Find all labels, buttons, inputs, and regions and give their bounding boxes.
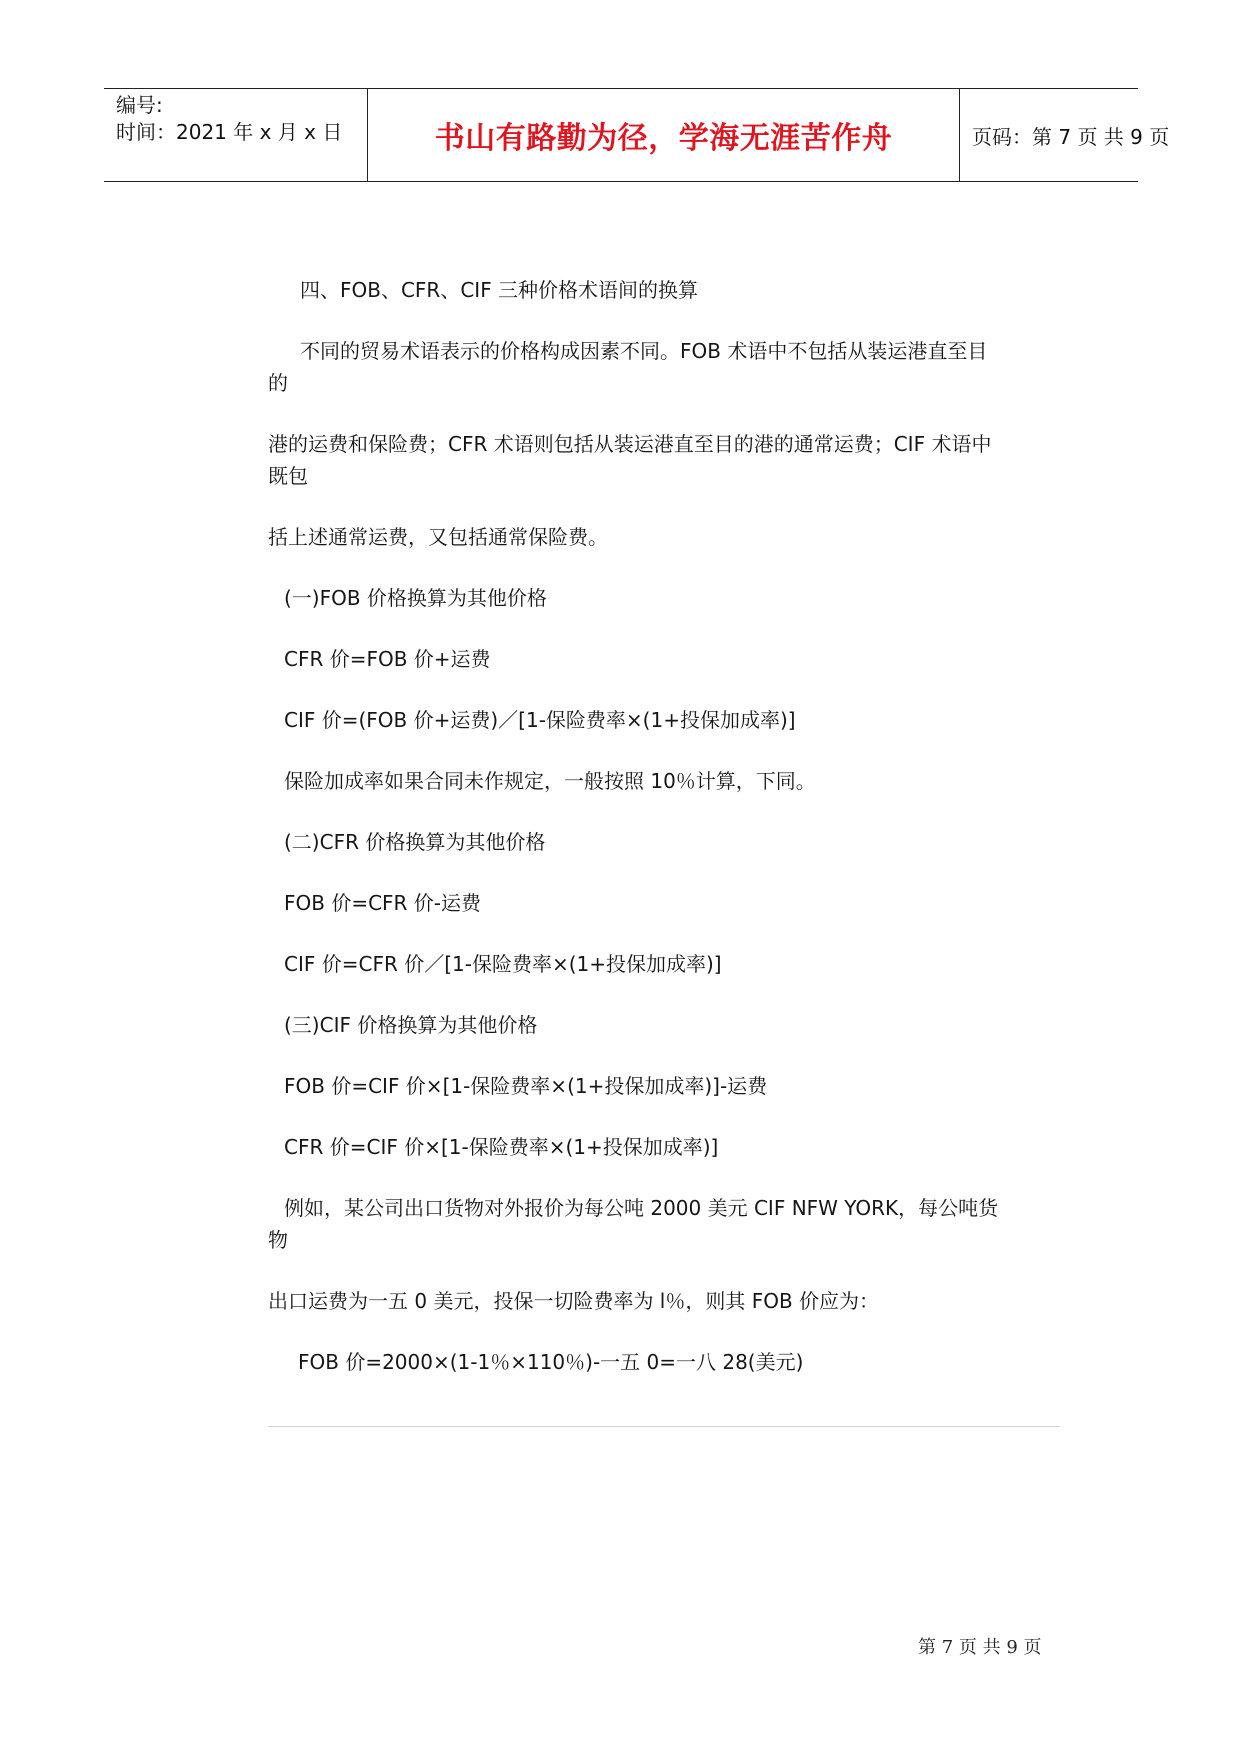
page-header xyxy=(104,88,1170,182)
footer-page-number: 第 7 页 共 9 页 xyxy=(918,1637,1042,1658)
serial-number-label: 编号: xyxy=(116,93,163,117)
content-divider xyxy=(268,1426,1060,1427)
section-title: 四、FOB、CFR、CIF 三种价格术语间的换算 xyxy=(300,278,699,302)
subheading: (三)CIF 价格换算为其他价格 xyxy=(284,1013,538,1037)
date-label: 时间：2021 年 x 月 x 日 xyxy=(116,120,343,144)
paragraph-line: 既包 xyxy=(268,464,308,488)
header-motto-cell xyxy=(368,89,960,181)
subheading: (一)FOB 价格换算为其他价格 xyxy=(284,586,547,610)
paragraph-line: 例如，某公司出口货物对外报价为每公吨 2000 美元 CIF NFW YORK，每公吨货 xyxy=(284,1196,999,1220)
header-page-cell xyxy=(960,89,1170,181)
header-left-cell xyxy=(104,89,368,181)
formula-line: CIF 价=CFR 价／[1-保险费率×(1+投保加成率)] xyxy=(284,952,722,976)
paragraph-line: 不同的贸易术语表示的价格构成因素不同。FOB 术语中不包括从装运港直至目 xyxy=(300,339,988,363)
motto-text: 书山有路勤为径，学海无涯苦作舟 xyxy=(434,121,893,156)
formula-line: FOB 价=CFR 价-运费 xyxy=(284,891,482,915)
paragraph-line: 港的运费和保险费；CFR 术语则包括从装运港直至目的港的通常运费；CIF 术语中 xyxy=(268,432,992,456)
note-line: 保险加成率如果合同未作规定，一般按照 10％计算，下同。 xyxy=(284,769,816,793)
paragraph-line: 出口运费为一五 0 美元，投保一切险费率为 l％，则其 FOB 价应为： xyxy=(268,1289,880,1313)
formula-line: FOB 价=2000×(1-1％×110％)-一五 0=一八 28(美元) xyxy=(298,1350,804,1374)
formula-line: CFR 价=FOB 价+运费 xyxy=(284,647,491,671)
formula-line: FOB 价=CIF 价×[1-保险费率×(1+投保加成率)]-运费 xyxy=(284,1074,768,1098)
paragraph-line: 的 xyxy=(268,371,288,395)
subheading: (二)CFR 价格换算为其他价格 xyxy=(284,830,546,854)
formula-line: CFR 价=CIF 价×[1-保险费率×(1+投保加成率)] xyxy=(284,1135,719,1159)
header-page-number: 页码：第 7 页 共 9 页 xyxy=(972,124,1170,149)
formula-line: CIF 价=(FOB 价+运费)／[1-保险费率×(1+投保加成率)] xyxy=(284,708,796,732)
paragraph-line: 物 xyxy=(268,1228,288,1252)
paragraph-line: 括上述通常运费，又包括通常保险费。 xyxy=(268,525,608,549)
